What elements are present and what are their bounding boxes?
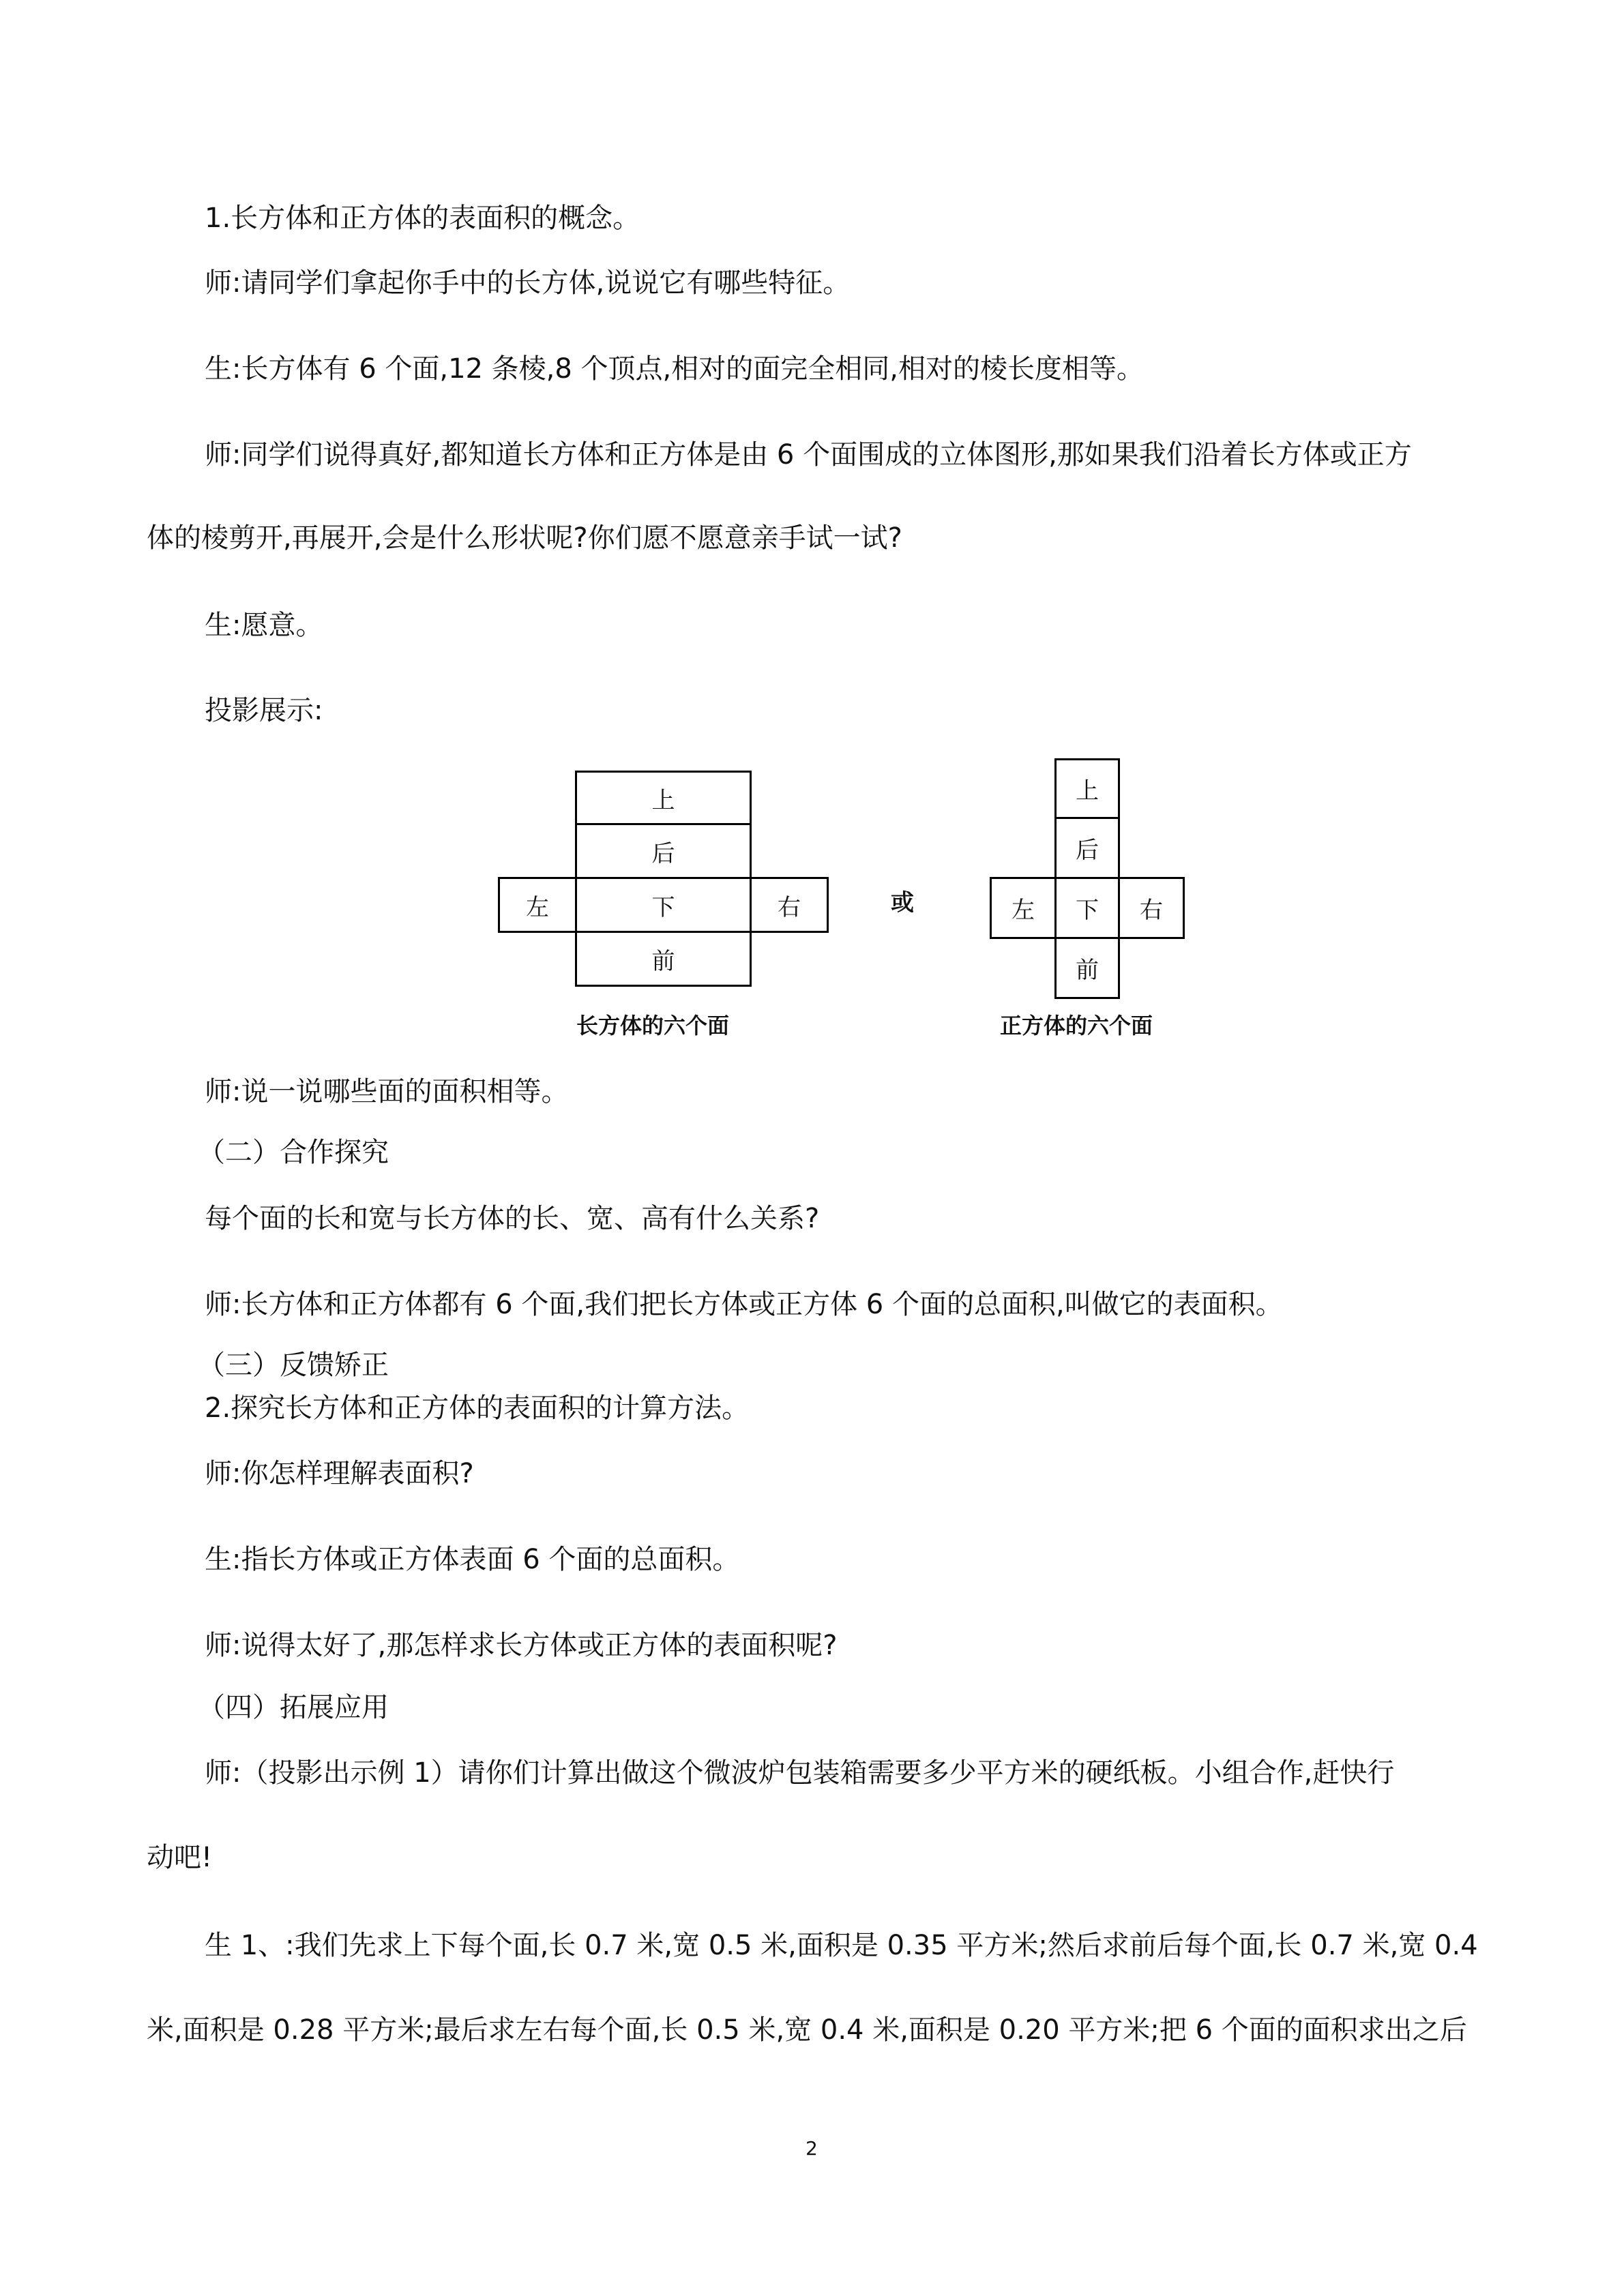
page-number: 2 xyxy=(806,2137,818,2160)
paragraph-teacher-7b: 动吧! xyxy=(147,1842,213,1873)
paragraph-teacher-1: 师:请同学们拿起你手中的长方体,说说它有哪些特征。 xyxy=(205,267,851,299)
cube-face-left: 左 xyxy=(990,877,1057,939)
section-heading-extension: （四）拓展应用 xyxy=(198,1692,389,1723)
paragraph-method-heading: 2.探究长方体和正方体的表面积的计算方法。 xyxy=(205,1392,750,1424)
paragraph-student-1: 生:长方体有 6 个面,12 条棱,8 个顶点,相对的面完全相同,相对的棱长度相等。 xyxy=(205,353,1144,385)
cube-caption: 正方体的六个面 xyxy=(1000,1013,1153,1039)
paragraph-student-4b: 米,面积是 0.28 平方米;最后求左右每个面,长 0.5 米,宽 0.4 米,面积是 0.20 平方米;把 6 个面的面积求出之后 xyxy=(147,2014,1467,2046)
paragraph-question: 每个面的长和宽与长方体的长、宽、高有什么关系? xyxy=(205,1203,820,1234)
cuboid-face-top: 上 xyxy=(575,771,752,825)
paragraph-student-3: 生:指长方体或正方体表面 6 个面的总面积。 xyxy=(205,1544,740,1575)
section-heading-feedback: （三）反馈矫正 xyxy=(198,1350,389,1381)
cube-face-back: 后 xyxy=(1054,817,1120,879)
cube-face-bottom: 下 xyxy=(1054,877,1120,939)
or-label: 或 xyxy=(891,889,914,916)
cuboid-face-right: 右 xyxy=(750,877,829,933)
paragraph-teacher-4: 师:长方体和正方体都有 6 个面,我们把长方体或正方体 6 个面的总面积,叫做它的表面积。 xyxy=(205,1289,1283,1320)
cuboid-face-left: 左 xyxy=(498,877,577,933)
paragraph-teacher-2b: 体的棱剪开,再展开,会是什么形状呢?你们愿不愿意亲手试一试? xyxy=(147,522,902,554)
paragraph-teacher-2a: 师:同学们说得真好,都知道长方体和正方体是由 6 个面围成的立体图形,那如果我们沿着长方体或正方 xyxy=(205,439,1412,471)
paragraph-projection: 投影展示: xyxy=(205,695,323,726)
paragraph-concept-heading: 1.长方体和正方体的表面积的概念。 xyxy=(205,203,640,234)
paragraph-student-2: 生:愿意。 xyxy=(205,610,323,641)
cube-face-front: 前 xyxy=(1054,937,1120,999)
paragraph-teacher-5: 师:你怎样理解表面积? xyxy=(205,1458,474,1489)
section-heading-cooperation: （二）合作探究 xyxy=(198,1137,389,1168)
cube-face-top: 上 xyxy=(1054,758,1120,819)
paragraph-teacher-3: 师:说一说哪些面的面积相等。 xyxy=(205,1076,569,1107)
cuboid-face-back: 后 xyxy=(575,823,752,879)
paragraph-teacher-6: 师:说得太好了,那怎样求长方体或正方体的表面积呢? xyxy=(205,1630,838,1661)
cuboid-face-bottom: 下 xyxy=(575,877,752,933)
paragraph-teacher-7a: 师:（投影出示例 1）请你们计算出做这个微波炉包装箱需要多少平方米的硬纸板。小组合作,赶快行 xyxy=(205,1757,1395,1789)
cube-face-right: 右 xyxy=(1118,877,1185,939)
cuboid-caption: 长方体的六个面 xyxy=(576,1013,730,1039)
paragraph-student-4a: 生 1、:我们先求上下每个面,长 0.7 米,宽 0.5 米,面积是 0.35 平方米;然后求前后每个面,长 0.7 米,宽 0.4 xyxy=(205,1930,1478,1961)
cuboid-face-front: 前 xyxy=(575,931,752,987)
